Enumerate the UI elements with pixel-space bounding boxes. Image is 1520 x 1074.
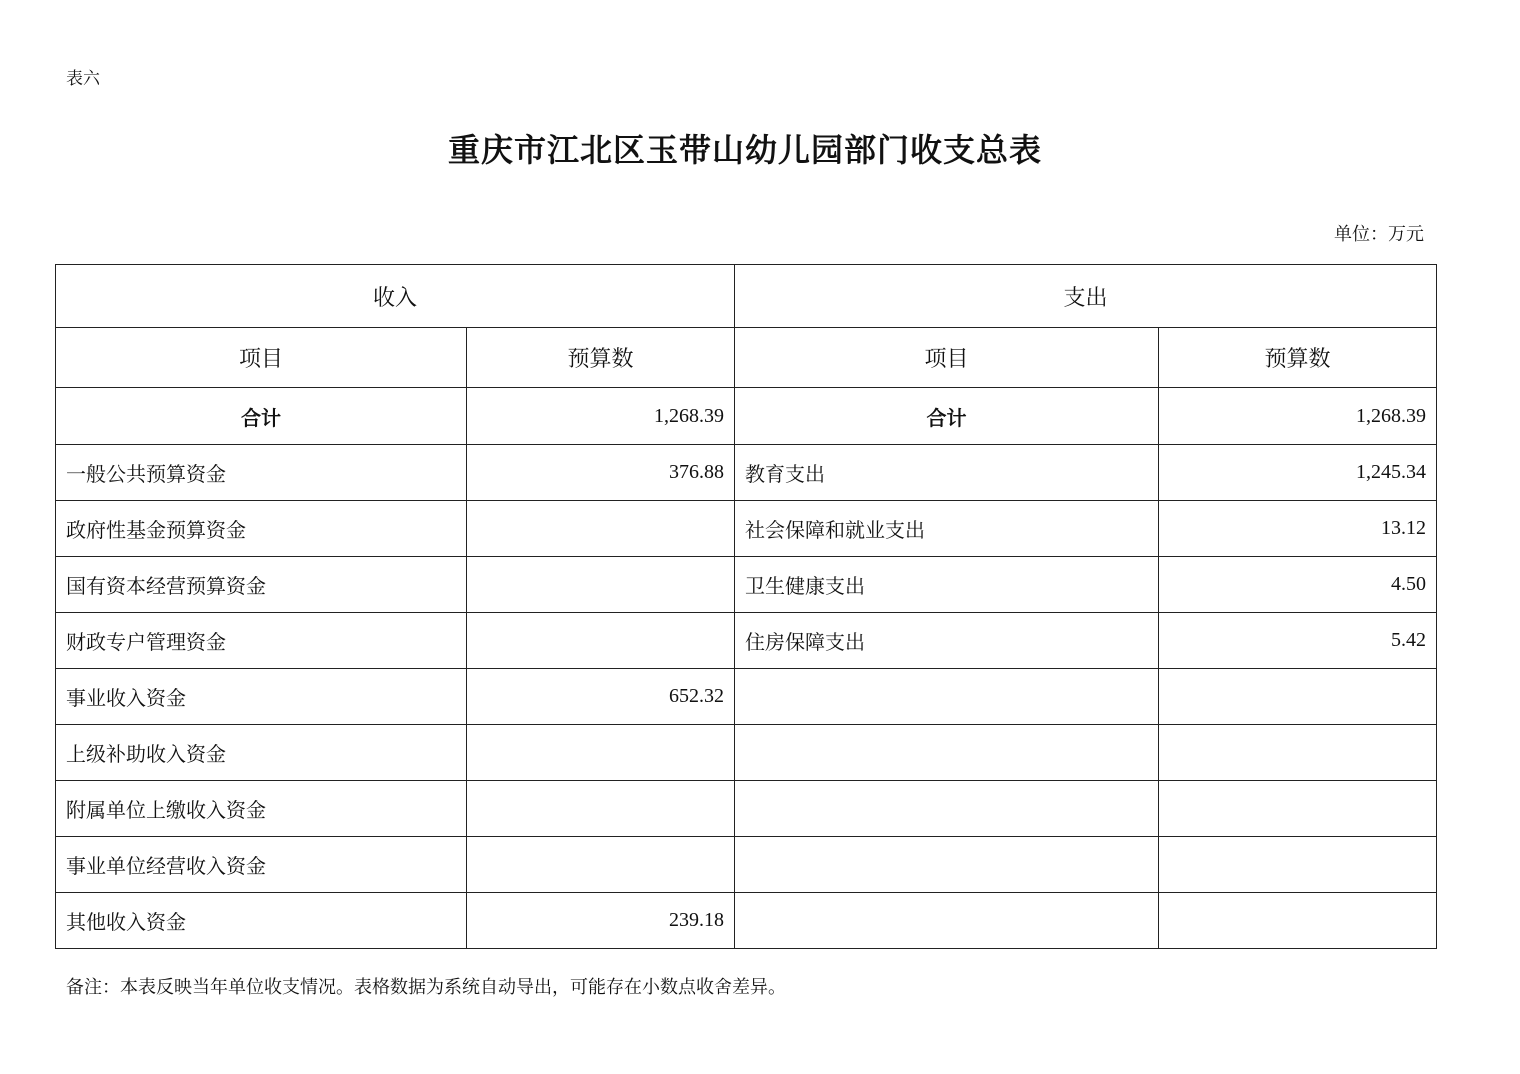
total-row	[56, 388, 1437, 445]
table-row	[56, 501, 1437, 557]
income-value-cell	[467, 613, 735, 669]
income-budget-column-header: 预算数	[467, 328, 735, 388]
income-value-cell: 239.18	[467, 893, 735, 949]
income-value-cell	[467, 557, 735, 613]
expense-value-cell: 4.50	[1159, 557, 1437, 613]
expense-value-cell	[1159, 837, 1437, 893]
income-item-cell: 政府性基金预算资金	[56, 501, 467, 557]
income-item-cell: 一般公共预算资金	[56, 445, 467, 501]
expense-item-cell	[735, 669, 1159, 725]
income-expense-table	[55, 264, 1437, 949]
expense-budget-column-header: 预算数	[1159, 328, 1437, 388]
expense-value-cell	[1159, 725, 1437, 781]
table-number-label: 表六	[66, 69, 100, 89]
income-item-cell: 财政专户管理资金	[56, 613, 467, 669]
expense-item-cell: 社会保障和就业支出	[735, 501, 1159, 557]
expense-item-column-header: 项目	[735, 328, 1159, 388]
expense-total-label: 合计	[735, 388, 1159, 445]
expense-value-cell: 13.12	[1159, 501, 1437, 557]
expense-item-cell: 卫生健康支出	[735, 557, 1159, 613]
expense-value-cell	[1159, 893, 1437, 949]
table-row	[56, 613, 1437, 669]
income-total-label: 合计	[56, 388, 467, 445]
table-row	[56, 445, 1437, 501]
group-header-row	[56, 265, 1437, 328]
footnote: 备注：本表反映当年单位收支情况。表格数据为系统自动导出，可能存在小数点收舍差异。	[66, 977, 786, 998]
expense-item-cell: 教育支出	[735, 445, 1159, 501]
income-value-cell: 652.32	[467, 669, 735, 725]
income-value-cell	[467, 725, 735, 781]
income-value-cell: 376.88	[467, 445, 735, 501]
income-item-cell: 附属单位上缴收入资金	[56, 781, 467, 837]
table-row	[56, 781, 1437, 837]
expense-value-cell	[1159, 781, 1437, 837]
expense-item-cell	[735, 781, 1159, 837]
income-item-cell: 国有资本经营预算资金	[56, 557, 467, 613]
income-item-cell: 上级补助收入资金	[56, 725, 467, 781]
income-header: 收入	[56, 265, 735, 328]
expense-header: 支出	[735, 265, 1437, 328]
income-total-value: 1,268.39	[467, 388, 735, 445]
table-row	[56, 893, 1437, 949]
expense-total-value: 1,268.39	[1159, 388, 1437, 445]
expense-item-cell	[735, 837, 1159, 893]
income-value-cell	[467, 501, 735, 557]
income-item-cell: 事业单位经营收入资金	[56, 837, 467, 893]
page-title: 重庆市江北区玉带山幼儿园部门收支总表	[447, 131, 1042, 169]
table-row	[56, 837, 1437, 893]
income-item-column-header: 项目	[56, 328, 467, 388]
income-item-cell: 事业收入资金	[56, 669, 467, 725]
unit-label: 单位：万元	[1334, 224, 1424, 245]
income-value-cell	[467, 837, 735, 893]
income-item-cell: 其他收入资金	[56, 893, 467, 949]
expense-item-cell	[735, 893, 1159, 949]
expense-value-cell	[1159, 669, 1437, 725]
expense-value-cell: 1,245.34	[1159, 445, 1437, 501]
expense-item-cell	[735, 725, 1159, 781]
expense-item-cell: 住房保障支出	[735, 613, 1159, 669]
income-value-cell	[467, 781, 735, 837]
table-row	[56, 557, 1437, 613]
column-header-row	[56, 328, 1437, 388]
expense-value-cell: 5.42	[1159, 613, 1437, 669]
table-row	[56, 725, 1437, 781]
table-row	[56, 669, 1437, 725]
